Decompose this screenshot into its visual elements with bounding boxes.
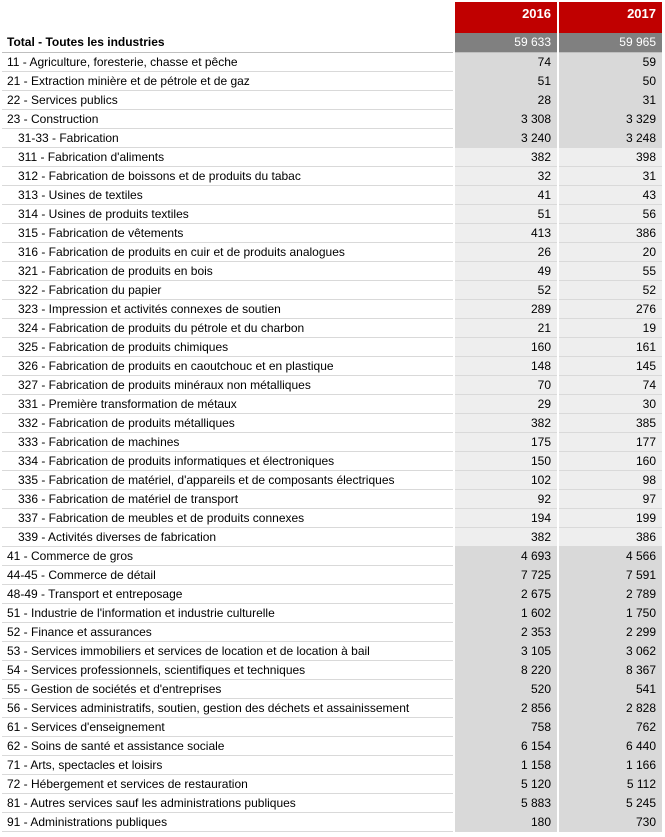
row-value-2016: 2 675 [454, 584, 558, 603]
row-value-2016: 8 220 [454, 660, 558, 679]
row-label: 327 - Fabrication de produits minéraux non métalliques [2, 375, 454, 394]
row-label: 91 - Administrations publiques [2, 812, 454, 831]
row-value-2017: 160 [558, 451, 662, 470]
table-row [2, 71, 662, 90]
row-label: 335 - Fabrication de matériel, d'appareils et de composants électriques [2, 470, 454, 489]
row-label: 53 - Services immobiliers et services de location et de location à bail [2, 641, 454, 660]
row-value-2017: 177 [558, 432, 662, 451]
table-row [2, 470, 662, 489]
row-value-2016: 6 154 [454, 736, 558, 755]
row-value-2016: 175 [454, 432, 558, 451]
row-value-2017: 20 [558, 242, 662, 261]
row-value-2017: 5 245 [558, 793, 662, 812]
table-row [2, 489, 662, 508]
row-label: 333 - Fabrication de machines [2, 432, 454, 451]
table-row [2, 223, 662, 242]
row-value-2017: 7 591 [558, 565, 662, 584]
table-row [2, 337, 662, 356]
row-label: 44-45 - Commerce de détail [2, 565, 454, 584]
table-row [2, 774, 662, 793]
table-row [2, 356, 662, 375]
row-label: 81 - Autres services sauf les administrations publiques [2, 793, 454, 812]
row-value-2017: 2 789 [558, 584, 662, 603]
row-value-2016: 51 [454, 71, 558, 90]
total-label: Total - Toutes les industries [2, 33, 454, 52]
table-row [2, 166, 662, 185]
row-value-2016: 1 158 [454, 755, 558, 774]
row-value-2016: 1 602 [454, 603, 558, 622]
row-label: 326 - Fabrication de produits en caoutchouc et en plastique [2, 356, 454, 375]
row-value-2017: 2 828 [558, 698, 662, 717]
row-value-2017: 385 [558, 413, 662, 432]
table-row [2, 679, 662, 698]
row-label: 313 - Usines de textiles [2, 185, 454, 204]
row-label: 322 - Fabrication du papier [2, 280, 454, 299]
row-value-2017: 56 [558, 204, 662, 223]
row-value-2017: 3 062 [558, 641, 662, 660]
table-row [2, 90, 662, 109]
table-row [2, 603, 662, 622]
row-value-2016: 194 [454, 508, 558, 527]
table-row [2, 147, 662, 166]
table-row [2, 698, 662, 717]
row-label: 321 - Fabrication de produits en bois [2, 261, 454, 280]
row-value-2016: 92 [454, 489, 558, 508]
table-row [2, 128, 662, 147]
table-row [2, 508, 662, 527]
table-row [2, 660, 662, 679]
row-label: 62 - Soins de santé et assistance sociale [2, 736, 454, 755]
row-value-2016: 160 [454, 337, 558, 356]
row-value-2016: 74 [454, 52, 558, 71]
row-label: 331 - Première transformation de métaux [2, 394, 454, 413]
row-value-2016: 52 [454, 280, 558, 299]
table-row [2, 204, 662, 223]
row-label: 311 - Fabrication d'aliments [2, 147, 454, 166]
row-label: 334 - Fabrication de produits informatiques et électroniques [2, 451, 454, 470]
row-value-2017: 3 248 [558, 128, 662, 147]
table-row [2, 793, 662, 812]
row-value-2017: 276 [558, 299, 662, 318]
table-row [2, 394, 662, 413]
row-label: 315 - Fabrication de vêtements [2, 223, 454, 242]
row-label: 21 - Extraction minière et de pétrole et de gaz [2, 71, 454, 90]
row-value-2016: 70 [454, 375, 558, 394]
row-value-2016: 3 240 [454, 128, 558, 147]
row-value-2017: 6 440 [558, 736, 662, 755]
row-value-2017: 2 299 [558, 622, 662, 641]
total-value-2016: 59 633 [454, 33, 558, 52]
row-label: 323 - Impression et activités connexes de soutien [2, 299, 454, 318]
row-value-2016: 29 [454, 394, 558, 413]
row-value-2016: 413 [454, 223, 558, 242]
row-value-2017: 50 [558, 71, 662, 90]
row-value-2017: 55 [558, 261, 662, 280]
row-label: 31-33 - Fabrication [2, 128, 454, 147]
row-label: 48-49 - Transport et entreposage [2, 584, 454, 603]
table-row [2, 622, 662, 641]
table-row [2, 641, 662, 660]
row-value-2017: 3 329 [558, 109, 662, 128]
row-value-2016: 32 [454, 166, 558, 185]
row-label: 71 - Arts, spectacles et loisirs [2, 755, 454, 774]
row-value-2016: 150 [454, 451, 558, 470]
table-row [2, 261, 662, 280]
row-value-2017: 4 566 [558, 546, 662, 565]
table-row [2, 280, 662, 299]
header-row [2, 2, 662, 33]
row-value-2016: 382 [454, 147, 558, 166]
row-value-2016: 26 [454, 242, 558, 261]
table-row [2, 52, 662, 71]
table-row [2, 584, 662, 603]
header-2016: 2016 [454, 2, 558, 33]
row-value-2016: 102 [454, 470, 558, 489]
table-row [2, 185, 662, 204]
industry-table [2, 2, 662, 832]
row-value-2017: 97 [558, 489, 662, 508]
row-label: 61 - Services d'enseignement [2, 717, 454, 736]
row-value-2016: 7 725 [454, 565, 558, 584]
table-row [2, 375, 662, 394]
row-label: 56 - Services administratifs, soutien, gestion des déchets et assainissement [2, 698, 454, 717]
table-row [2, 413, 662, 432]
row-label: 52 - Finance et assurances [2, 622, 454, 641]
row-value-2016: 4 693 [454, 546, 558, 565]
row-value-2016: 2 856 [454, 698, 558, 717]
row-value-2017: 52 [558, 280, 662, 299]
row-label: 312 - Fabrication de boissons et de produits du tabac [2, 166, 454, 185]
row-label: 325 - Fabrication de produits chimiques [2, 337, 454, 356]
row-value-2016: 51 [454, 204, 558, 223]
total-value-2017: 59 965 [558, 33, 662, 52]
row-label: 316 - Fabrication de produits en cuir et de produits analogues [2, 242, 454, 261]
row-value-2016: 21 [454, 318, 558, 337]
row-value-2016: 180 [454, 812, 558, 831]
row-value-2016: 148 [454, 356, 558, 375]
row-label: 54 - Services professionnels, scientifiques et techniques [2, 660, 454, 679]
row-label: 339 - Activités diverses de fabrication [2, 527, 454, 546]
row-label: 11 - Agriculture, foresterie, chasse et pêche [2, 52, 454, 71]
row-value-2017: 730 [558, 812, 662, 831]
table-row [2, 565, 662, 584]
row-value-2017: 5 112 [558, 774, 662, 793]
row-label: 332 - Fabrication de produits métalliques [2, 413, 454, 432]
table-row [2, 546, 662, 565]
row-value-2017: 43 [558, 185, 662, 204]
row-value-2017: 31 [558, 90, 662, 109]
row-label: 324 - Fabrication de produits du pétrole et du charbon [2, 318, 454, 337]
row-value-2017: 1 750 [558, 603, 662, 622]
row-value-2017: 762 [558, 717, 662, 736]
row-value-2017: 59 [558, 52, 662, 71]
row-value-2017: 30 [558, 394, 662, 413]
table-row [2, 736, 662, 755]
row-value-2016: 28 [454, 90, 558, 109]
row-value-2016: 5 883 [454, 793, 558, 812]
header-blank-cell [2, 2, 454, 33]
row-value-2016: 289 [454, 299, 558, 318]
table-row [2, 527, 662, 546]
row-label: 314 - Usines de produits textiles [2, 204, 454, 223]
row-value-2016: 520 [454, 679, 558, 698]
row-label: 55 - Gestion de sociétés et d'entreprises [2, 679, 454, 698]
row-value-2016: 49 [454, 261, 558, 280]
table-row [2, 717, 662, 736]
row-value-2017: 1 166 [558, 755, 662, 774]
row-value-2017: 19 [558, 318, 662, 337]
row-label: 72 - Hébergement et services de restauration [2, 774, 454, 793]
row-value-2016: 3 308 [454, 109, 558, 128]
row-value-2017: 98 [558, 470, 662, 489]
row-value-2017: 8 367 [558, 660, 662, 679]
table-row [2, 109, 662, 128]
row-value-2016: 2 353 [454, 622, 558, 641]
row-value-2016: 758 [454, 717, 558, 736]
row-value-2017: 74 [558, 375, 662, 394]
table-row [2, 299, 662, 318]
table-row [2, 812, 662, 831]
row-value-2016: 382 [454, 527, 558, 546]
row-label: 23 - Construction [2, 109, 454, 128]
row-value-2017: 145 [558, 356, 662, 375]
total-row [2, 33, 662, 52]
row-value-2017: 199 [558, 508, 662, 527]
row-value-2017: 31 [558, 166, 662, 185]
row-value-2016: 41 [454, 185, 558, 204]
row-value-2017: 161 [558, 337, 662, 356]
row-value-2016: 5 120 [454, 774, 558, 793]
row-label: 22 - Services publics [2, 90, 454, 109]
table-row [2, 318, 662, 337]
row-label: 51 - Industrie de l'information et industrie culturelle [2, 603, 454, 622]
row-value-2017: 398 [558, 147, 662, 166]
table-row [2, 755, 662, 774]
row-value-2017: 386 [558, 527, 662, 546]
table-row [2, 432, 662, 451]
row-value-2017: 541 [558, 679, 662, 698]
row-value-2016: 3 105 [454, 641, 558, 660]
row-label: 336 - Fabrication de matériel de transport [2, 489, 454, 508]
table-row [2, 242, 662, 261]
row-label: 337 - Fabrication de meubles et de produits connexes [2, 508, 454, 527]
row-label: 41 - Commerce de gros [2, 546, 454, 565]
row-value-2017: 386 [558, 223, 662, 242]
table-row [2, 451, 662, 470]
row-value-2016: 382 [454, 413, 558, 432]
header-2017: 2017 [558, 2, 662, 33]
